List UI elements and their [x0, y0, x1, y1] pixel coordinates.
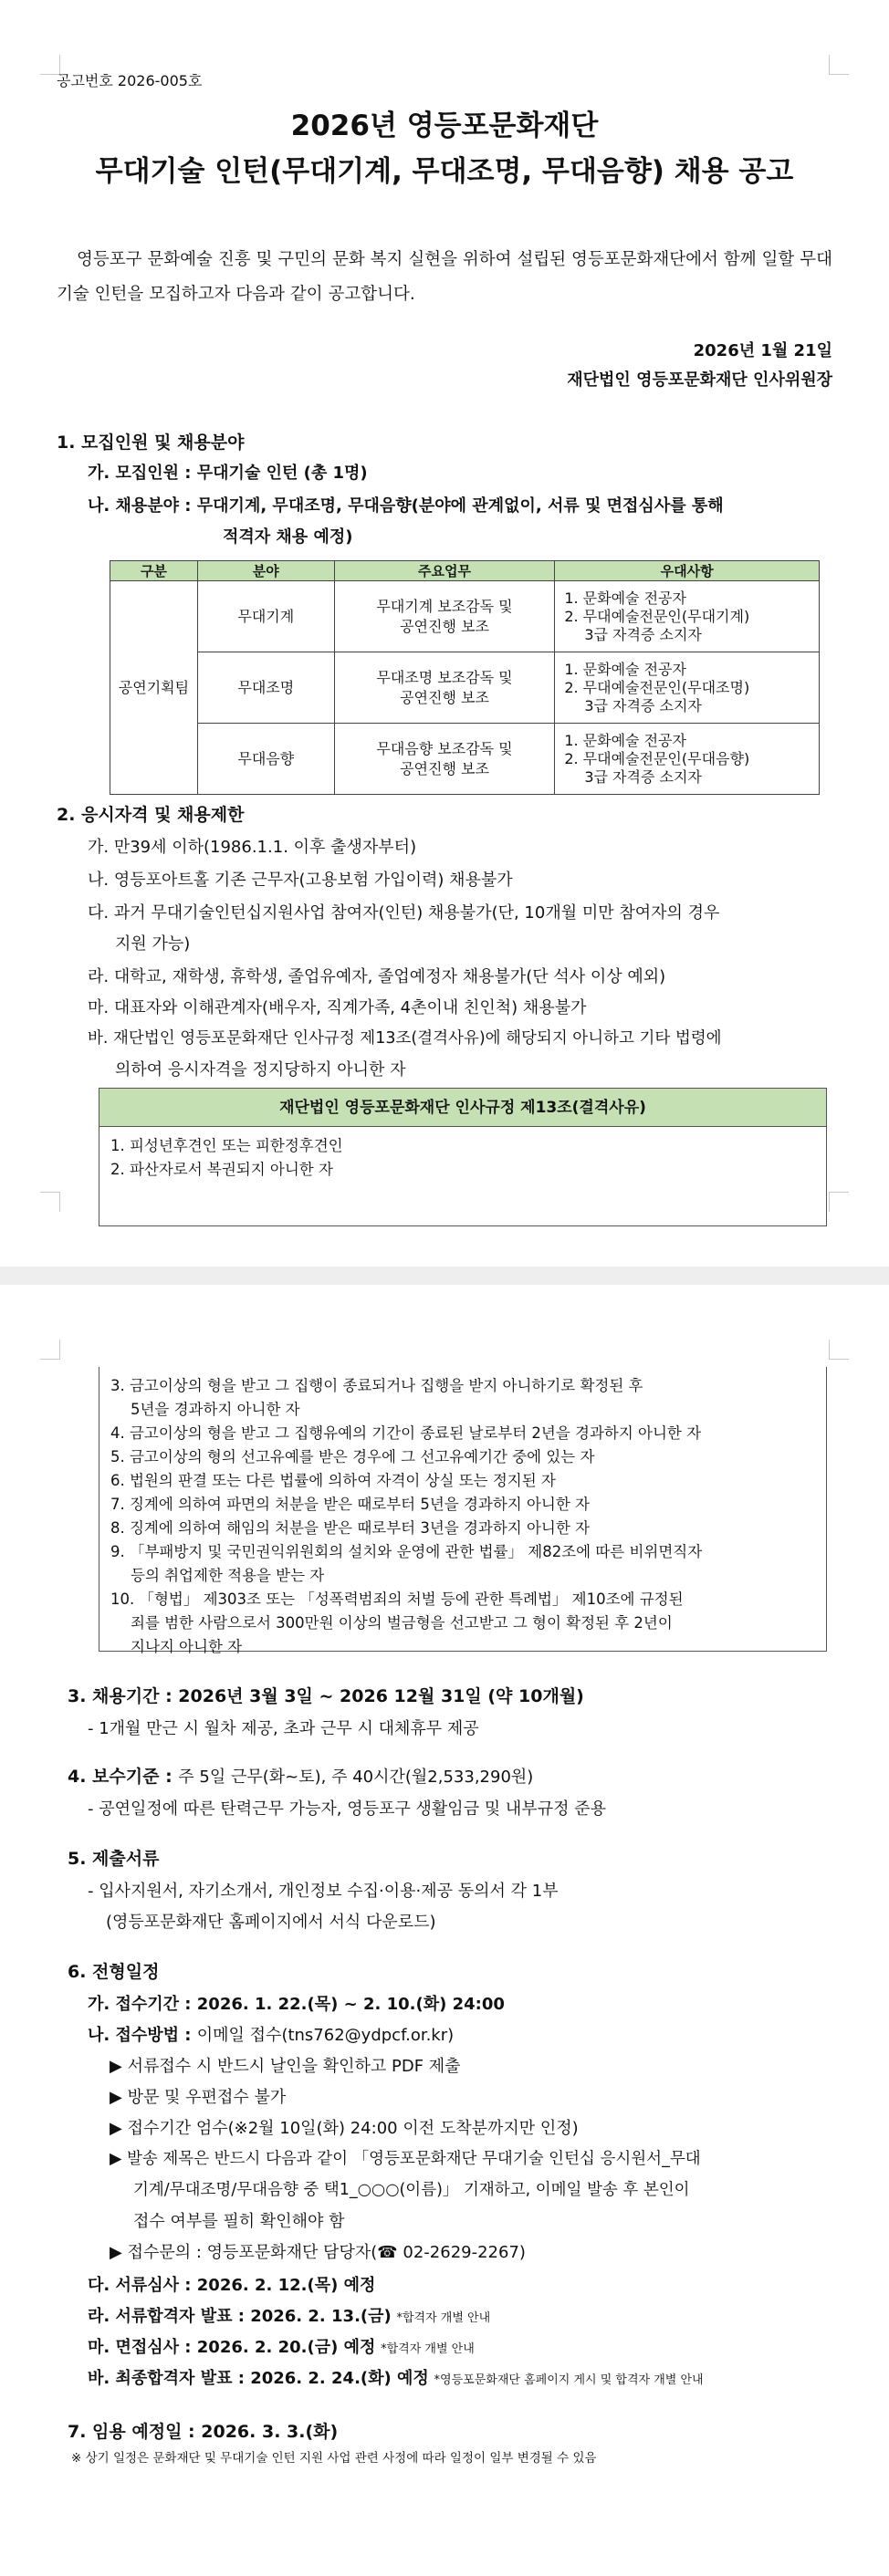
section-4-value: 주 5일 근무(화~토), 주 40시간(월2,533,290원) [178, 1768, 534, 1787]
duty-line: 공연진행 보조 [400, 688, 489, 706]
table-cell-field: 무대조명 [197, 652, 334, 724]
section-6-bullet: ▶ 접수기간 엄수(※2월 10일(화) 24:00 이전 도착분까지만 인정) [110, 2119, 579, 2138]
disqualification-item: 3. 금고이상의 형을 받고 그 집행이 종료되거나 집행을 받지 아니하기로 확정된 후 [110, 1377, 643, 1394]
section-2-item: 의하여 응시자격을 정지당하지 아니한 자 [115, 1060, 406, 1079]
section-6-e-note: *합격자 개별 안내 [381, 2342, 475, 2356]
section-6-d-text: 라. 서류합격자 발표 : 2026. 2. 13.(금) [88, 2307, 392, 2326]
table-header: 우대사항 [555, 561, 820, 581]
title-line-1: 2026년 영등포문화재단 [290, 110, 599, 142]
section-1-b-value-2: 적격자 채용 예정) [223, 527, 353, 547]
table-row [110, 581, 820, 652]
duty-line: 무대음향 보조감독 및 [376, 739, 513, 757]
table-cell-field: 무대음향 [197, 724, 334, 795]
disqualification-item: 8. 징계에 의하여 해임의 처분을 받은 때로부터 3년을 경과하지 아니한 자 [110, 1519, 590, 1537]
section-1-b-label: 나. 채용분야 : [88, 496, 197, 516]
notice-signer: 재단법인 영등포문화재단 인사위원장 [567, 370, 832, 390]
req-line: 2. 무대예술전문인(무대기계) [564, 607, 750, 625]
table-header: 구분 [110, 561, 198, 581]
req-line: 1. 문화예술 전공자 [564, 589, 686, 607]
section-1-a-label: 가. 모집인원 : [88, 464, 197, 483]
notice-number: 공고번호 2026-005호 [57, 72, 203, 89]
disqualification-item: 4. 금고이상의 형을 받고 그 집행유예의 기간이 종료된 날로부터 2년을 경과하지 아니한 자 [110, 1424, 702, 1442]
section-2-item: 바. 재단법인 영등포문화재단 인사규정 제13조(결격사유)에 해당되지 아니하고 기타 법령에 [88, 1029, 722, 1048]
section-2-item: 가. 만39세 이하(1986.1.1. 이후 출생자부터) [88, 838, 417, 857]
table-header: 주요업무 [334, 561, 555, 581]
section-6-f [88, 2365, 704, 2389]
table-cell-duty [334, 652, 555, 724]
section-1-b-value-1: 무대기계, 무대조명, 무대음향(분야에 관계없이, 서류 및 면접심사를 통해 [196, 496, 724, 516]
disqualification-box-continued [99, 1367, 827, 1655]
duty-line: 무대기계 보조감독 및 [376, 597, 513, 615]
table-cell-requirements [555, 724, 820, 795]
section-7-note: ※ 상기 일정은 문화재단 및 무대기술 인턴 지원 사업 관련 사정에 따라 일정이 일부 변경될 수 있음 [71, 2451, 597, 2466]
section-6-d-note: *합격자 개별 안내 [396, 2311, 491, 2325]
section-6-f-note: *영등포문화재단 홈페이지 게시 및 합격자 개별 안내 [434, 2373, 704, 2387]
table-cell-requirements [555, 581, 820, 652]
section-6-e [88, 2334, 475, 2358]
section-6-heading: 6. 전형일정 [68, 1962, 160, 1982]
document-page-1 [0, 0, 889, 1267]
section-7-heading: 7. 임용 예정일 : 2026. 3. 3.(화) [68, 2422, 339, 2442]
section-2-item: 다. 과거 무대기술인턴십지원사업 참여자(인턴) 채용불가(단, 10개월 미만 참여자의 경우 [88, 903, 720, 923]
page-corner-mark [829, 1340, 849, 1360]
page-corner-mark [829, 55, 849, 75]
section-1-a [88, 460, 368, 484]
table-cell-duty [334, 724, 555, 795]
disqualification-item: 6. 법원의 판결 또는 다른 법률에 의하여 자격이 상실 또는 정지된 자 [110, 1472, 556, 1489]
section-1-heading: 1. 모집인원 및 채용분야 [57, 433, 245, 453]
req-line: 3급 자격증 소지자 [584, 767, 702, 786]
section-6-bullet: 접수 여부를 필히 확인해야 함 [133, 2212, 345, 2231]
table-header-row [110, 561, 820, 581]
section-3-heading: 3. 채용기간 : 2026년 3월 3일 ~ 2026 12월 31일 (약 10개월) [68, 1686, 584, 1706]
req-line: 1. 문화예술 전공자 [564, 731, 686, 749]
table-row [110, 724, 820, 795]
section-5-heading: 5. 제출서류 [68, 1849, 160, 1869]
disqualification-item: 지나지 아니한 자 [131, 1638, 243, 1655]
section-6-b [88, 2022, 454, 2046]
disqualification-item: 2. 파산자로서 복권되지 아니한 자 [110, 1161, 333, 1178]
disqualification-item: 7. 징계에 의하여 파면의 처분을 받은 때로부터 5년을 경과하지 아니한 자 [110, 1496, 590, 1513]
table-row [110, 652, 820, 724]
section-5-detail-1: - 입사지원서, 자기소개서, 개인정보 수집·이용·제공 동의서 각 1부 [88, 1882, 559, 1901]
section-2-item: 마. 대표자와 이해관계자(배우자, 직계가족, 4촌이내 친인척) 채용불가 [88, 998, 587, 1017]
table-cell-duty [334, 581, 555, 652]
section-5-detail-2: (영등포문화재단 홈페이지에서 서식 다운로드) [106, 1913, 436, 1932]
section-6-d [88, 2303, 490, 2327]
section-6-e-text: 마. 면접심사 : 2026. 2. 20.(금) 예정 [88, 2338, 376, 2357]
disqualification-list [99, 1127, 826, 1182]
section-2-item: 지원 가능) [115, 934, 191, 954]
disqualification-item: 5. 금고이상의 형의 선고유예를 받은 경우에 그 선고유예기간 중에 있는 자 [110, 1448, 595, 1465]
section-6-c: 다. 서류심사 : 2026. 2. 12.(목) 예정 [88, 2276, 376, 2295]
section-4-label: 4. 보수기준 : [68, 1767, 179, 1787]
table-cell-requirements [555, 652, 820, 724]
disqualification-item: 5년을 경과하지 아니한 자 [131, 1401, 300, 1418]
section-6-bullet: ▶ 발송 제목은 반드시 다음과 같이 「영등포문화재단 무대기술 인턴십 응시원서_무대 [110, 2150, 701, 2168]
req-line: 2. 무대예술전문인(무대음향) [564, 749, 750, 767]
section-1-a-value: 무대기술 인턴 (총 1명) [196, 464, 368, 483]
recruitment-table [110, 560, 820, 795]
table-cell-field: 무대기계 [197, 581, 334, 652]
section-6-bullet: ▶ 접수문의 : 영등포문화재단 담당자(☎ 02-2629-2267) [110, 2243, 526, 2262]
section-6-bullet: ▶ 서류접수 시 반드시 날인을 확인하고 PDF 제출 [110, 2057, 461, 2076]
intro-paragraph: 영등포구 문화예술 진흥 및 구민의 문화 복지 실현을 위하여 설립된 영등포문화재단에서 함께 일할 무대기술 인턴을 모집하고자 다음과 같이 공고합니다. [57, 250, 832, 304]
notice-date: 2026년 1월 21일 [693, 341, 832, 360]
duty-line: 무대조명 보조감독 및 [376, 668, 513, 686]
section-6-bullet: 기계/무대조명/무대음향 중 택1_○○○(이름)」 기재하고, 이메일 발송 후 본인이 [133, 2181, 690, 2199]
page-corner-mark [829, 1192, 849, 1212]
section-1-b [88, 493, 724, 516]
section-6-b-value: 이메일 접수(tns762@ydpcf.or.kr) [196, 2026, 455, 2045]
section-2-item: 나. 영등포아트홀 기존 근무자(고용보험 가입이력) 채용불가 [88, 871, 513, 890]
disqualification-item: 10. 「형법」 제303조 또는 「성폭력범죄의 처벌 등에 관한 특례법」 제10조에 규정된 [110, 1590, 684, 1608]
document-page-2 [0, 1285, 889, 2576]
section-6-b-label: 나. 접수방법 : [88, 2026, 197, 2045]
req-line: 2. 무대예술전문인(무대조명) [564, 678, 750, 696]
section-6-a: 가. 접수기간 : 2026. 1. 22.(목) ~ 2. 10.(화) 24:00 [88, 1995, 505, 2014]
section-6-f-text: 바. 최종합격자 발표 : 2026. 2. 24.(화) 예정 [88, 2369, 429, 2388]
duty-line: 공연진행 보조 [400, 617, 489, 635]
section-4-heading [68, 1763, 533, 1788]
section-2-heading: 2. 응시자격 및 채용제한 [57, 805, 245, 825]
req-line: 1. 문화예술 전공자 [564, 660, 686, 678]
page-corner-mark [40, 1340, 60, 1360]
disqualification-item: 1. 피성년후견인 또는 피한정후견인 [110, 1137, 343, 1154]
section-3-detail: - 1개월 만근 시 월차 제공, 초과 근무 시 대체휴무 제공 [88, 1719, 479, 1738]
section-4-detail: - 공연일정에 따른 탄력근무 가능자, 영등포구 생활임금 및 내부규정 준용 [88, 1799, 606, 1819]
disqualification-item: 9. 「부패방지 및 국민권익위원회의 설치와 운영에 관한 법률」 제82조에 따른 비위면직자 [110, 1543, 703, 1560]
section-6-bullet: ▶ 방문 및 우편접수 불가 [110, 2088, 287, 2107]
disqualification-item: 죄를 범한 사람으로서 300만원 이상의 벌금형을 선고받고 그 형이 확정된 후 2년이 [131, 1614, 673, 1632]
table-header: 분야 [197, 561, 334, 581]
title-line-2: 무대기술 인턴(무대기계, 무대조명, 무대음향) 채용 공고 [95, 155, 794, 188]
req-line: 3급 자격증 소지자 [584, 625, 702, 643]
section-2-item: 라. 대학교, 재학생, 휴학생, 졸업유예자, 졸업예정자 채용불가(단 석사 이상 예외) [88, 967, 666, 986]
page-corner-mark [40, 1192, 60, 1212]
disqualification-box-title: 재단법인 영등포문화재단 인사규정 제13조(결격사유) [99, 1089, 826, 1127]
duty-line: 공연진행 보조 [400, 759, 489, 777]
disqualification-box [99, 1088, 827, 1226]
disqualification-item: 등의 취업제한 적용을 받는 자 [131, 1567, 325, 1584]
req-line: 3급 자격증 소지자 [584, 696, 702, 714]
table-cell-group: 공연기획팀 [110, 581, 198, 795]
